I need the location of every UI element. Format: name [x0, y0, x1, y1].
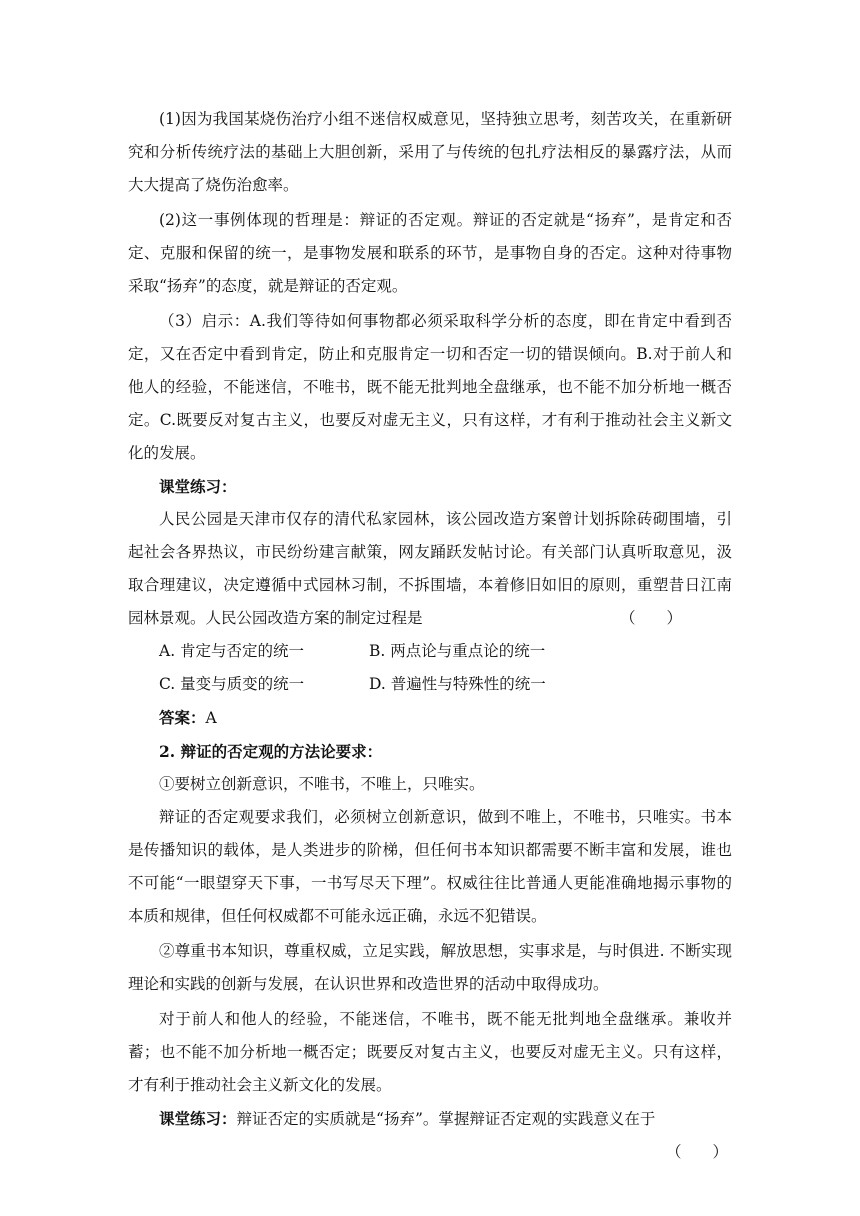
paragraph-2: (2)这一事例体现的哲理是：辩证的否定观。辩证的否定就是“扬弃”，是肯定和否定、克服和保留的统一，是事物发展和联系的环节，是事物自身的否定。这种对待事物采取“扬弃”的态度，就是辩证的否定观。	[128, 211, 732, 295]
paragraph-3: （3）启示：A.我们等待如何事物都必须采取科学分析的态度，即在肯定中看到否定，又在否定中看到肯定，防止和克服肯定一切和否定一切的错误倾向。B.对于前人和他人的经验，不能迷信，不唯书，既不能无批判地全盘继承，也不能不加分析地一概否定。C.既要反对复古主义，也要反对虚无主义，只有这样，才有利于推动社会主义新文化的发展。	[128, 312, 732, 462]
document-body	[128, 103, 732, 1169]
list-item-2: ②尊重书本知识，尊重权威，立足实践，解放思想，实事求是，与时俱进. 不断实现理论和实践的创新与发展，在认识世界和改造世界的活动中取得成功。	[128, 942, 732, 993]
practice-1-text: 人民公园是天津市仅存的清代私家园林，该公园改造方案曾计划拆除砖砌围墙，引起社会各界热议，市民纷纷建言献策，网友踊跃发帖讨论。有关部门认真听取意见，汲取合理建议，决定遵循中式园林习制，不拆围墙，本着修旧如旧的原则，重塑昔日江南园林景观。人民公园改造方案的制定过程是	[128, 510, 732, 627]
practice-2-label: 课堂练习：	[159, 1109, 237, 1128]
answer-bracket-2: （ ）	[665, 1143, 728, 1161]
option-b: B. 两点论与重点论的统一	[369, 642, 546, 660]
option-a: A. 肯定与否定的统一	[159, 642, 305, 660]
list-item-1: ①要树立创新意识，不唯书，不唯上，只唯实。	[159, 775, 485, 793]
practice-2-text: 辩证否定的实质就是“扬弃”。掌握辩证否定观的实践意义在于	[236, 1110, 656, 1128]
answer-value: A	[205, 709, 217, 727]
answer-line	[128, 701, 732, 735]
option-d: D. 普遍性与特殊性的统一	[369, 675, 546, 693]
paragraph-5: 对于前人和他人的经验，不能迷信，不唯书，既不能无批判地全盘继承。兼收并蓄；也不能不加分析地一概否定；既要反对复古主义，也要反对虚无主义。只有这样，才有利于推动社会主义新文化的发展。	[128, 1010, 732, 1094]
practice-1-label: 课堂练习：	[159, 477, 237, 496]
options-row-1	[128, 635, 732, 668]
answer-bracket-1: （ ）	[619, 609, 682, 627]
section-heading-2: 2. 辩证的否定观的方法论要求：	[159, 742, 383, 761]
practice-1-question	[128, 503, 732, 635]
options-row-2	[128, 668, 732, 701]
paragraph-4: 辩证的否定观要求我们，必须树立创新意识，做到不唯上，不唯书，只唯实。书本是传播知识的载体，是人类进步的阶梯，但任何书本知识都需要不断丰富和发展，谁也不可能“一眼望穿天下事，一书写尽天下理”。权威往往比普通人更能准确地揭示事物的本质和规律，但任何权威都不可能永远正确，永远不犯错误。	[128, 808, 732, 925]
option-c: C. 量变与质变的统一	[159, 675, 305, 693]
paragraph-1: (1)因为我国某烧伤治疗小组不迷信权威意见，坚持独立思考，刻苦攻关，在重新研究和分析传统疗法的基础上大胆创新，采用了与传统的包扎疗法相反的暴露疗法，从而大大提高了烧伤治愈率。	[128, 110, 732, 194]
answer-label: 答案：	[159, 708, 206, 727]
practice-2-question	[128, 1102, 732, 1161]
